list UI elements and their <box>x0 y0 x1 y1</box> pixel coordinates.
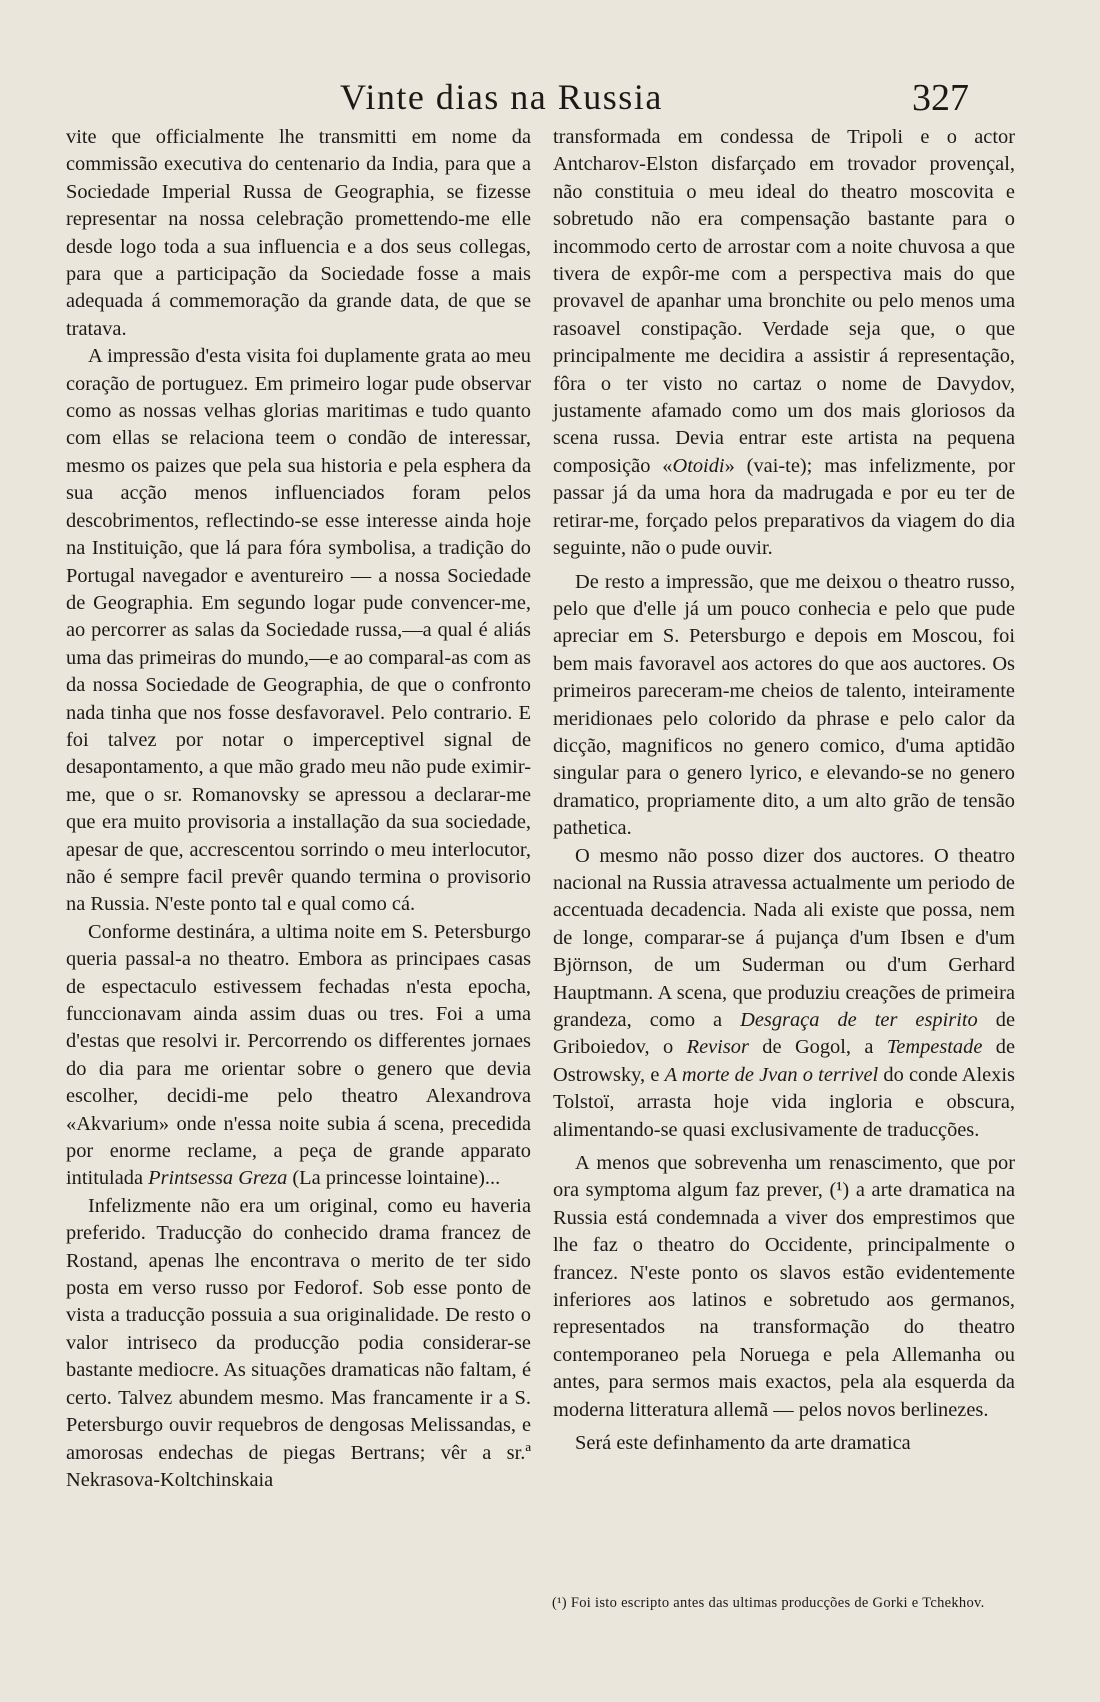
paragraph: A impressão d'esta visita foi duplamente grata ao meu coração de portuguez. Em primeiro logar pude observar como as nossas velhas glorias maritimas e tudo quanto com ellas se relaciona teem o condão de interessar, mesmo os paizes que pela sua historia e pela esphera da sua acção menos influenciados foram pelos descobrimentos, reflectindo-se esse interesse ainda hoje na Instituição, que lá para fóra symbolisa, a tradição do Portugal navegador e aventureiro — a nossa Sociedade de Geographia. Em segundo logar pude convencer-me, ao percorrer as salas da Sociedade russa,—a qual é aliás uma das primeiras do mundo,—e ao comparal-as com as da nossa Sociedade de Geographia, de que o confronto nada tinha que nos fosse desfavoravel. Pelo contrario. E foi talvez por notar o imperceptivel signal de desapontamento, a que mão grado meu não pude eximir-me, que o sr. Romanovsky se apressou a declarar-me que era muito provisoria a installação da sua sociedade, apesar de que, accrescentou sorrindo o meu interlocutor, não é sempre facil prevêr quando termina o provisorio na Russia. N'este ponto tal e qual como cá. <box>66 345 531 916</box>
play-title: Otoidi <box>672 454 725 477</box>
paragraph <box>66 919 531 1193</box>
paragraph-text: Conforme destinára, a ultima noite em S. Petersburgo queria passal-a no theatro. Embora as principaes casas de espectaculo estivessem fechadas n'esta epocha, funccionavam ainda assim duas ou tres. Foi a uma d'estas que resolvi ir. Percorrendo os differentes jornaes do dia para me orientar sobre o genero que devia escolher, decidi-me pelo theatro Alexandrova «Akvarium» onde n'essa noite subia á scena, precedida por enorme reclame, a peça de grande apparato intitulada <box>66 920 531 1190</box>
paragraph: De resto a impressão, que me deixou o theatro russo, pelo que d'elle já um pouco conhecia e pelo que pude apreciar em S. Petersburgo e depois em Moscou, foi bem mais favoravel aos actores do que aos auctores. Os primeiros pareceram-me cheios de talento, inteiramente meridionaes pelo colorido da phrase e pelo calor da dicção, magnificos no genero comico, d'uma aptidão singular para o genero lyrico, e elevando-se no genero dramatico, propriamente dito, a um alto grão de tensão pathetica. <box>553 570 1015 840</box>
paragraph-text: » (vai-te); mas infelizmente, por passar já da uma hora da madrugada e por eu ter de retirar-me, forçado pelos preparativos da viagem do dia seguinte, não o pude ouvir. <box>553 454 1015 560</box>
paragraph <box>553 124 1015 563</box>
paragraph: Será este definhamento da arte dramatica <box>575 1432 911 1455</box>
paragraph-text: de Ostrowsky, e <box>553 1036 1016 1086</box>
play-title: Printsessa Greza <box>148 1167 288 1190</box>
paragraph-text: de Gogol, a <box>748 1036 887 1059</box>
play-title: A morte de Jvan o terrivel <box>664 1063 879 1086</box>
paragraph <box>553 843 1015 1144</box>
paragraph-text: de Griboiedov, o <box>553 1009 1016 1059</box>
play-title: Desgraça de ter espirito <box>740 1009 978 1031</box>
running-title: Vinte dias na Russia <box>340 77 663 117</box>
running-head <box>0 70 1100 120</box>
right-column <box>553 124 1015 1458</box>
left-column <box>66 124 531 1494</box>
page-number: 327 <box>912 77 969 119</box>
play-title: Tempestade <box>886 1036 983 1059</box>
paragraph-text: ) a arte dramatica na Russia está condemnada a viver dos emprestimos que lhe faz o theatro do Occidente, principalmente o francez. N'este ponto os slavos estão evidentemente inferiores aos latinos e sobretudo aos germanos, representados na transformação do theatro contemporaneo pela Noruega e pela Allemanha ou antes, para sermos mais exactos, pela ala esquerda da moderna litteratura allemã — pelos novos berlinezes. <box>553 1179 1015 1421</box>
paragraph <box>553 1150 1015 1424</box>
footnote: (¹) Foi isto escripto antes das ultimas producções de Gorki e Tchekhov. <box>552 1595 985 1611</box>
paragraph: vite que officialmente lhe transmitti em nome da commissão executiva do centenario da India, para que a Sociedade Imperial Russa de Geographia, se fizesse representar na nossa celebração promettendo-me elle desde logo toda a sua influencia e a dos seus collegas, para que a participação da Sociedade fosse a mais adequada á commemoração da grande data, de que se tratava. <box>66 126 531 340</box>
play-title: Revisor <box>686 1036 749 1059</box>
paragraph-text: O mesmo não posso dizer dos auctores. O theatro nacional na Russia atravessa actualmente um periodo de accentuada decadencia. Nada ali existe que possa, nem de longe, comparar-se á pujança d'um Ibsen e d'um Björnson, de um Suderman ou d'um Gerhard Hauptmann. A scena, que produziu creações de primeira grandeza, como a <box>553 844 1015 1031</box>
paragraph: Infelizmente não era um original, como eu haveria preferido. Traducção do conhecido drama francez de Rostand, apenas lhe encontrava o merito de ter sido posta em verso russo por Fedorof. Sob esse ponto de vista a traducção possuia a sua originalidade. De resto o valor intriseco da producção podia considerar-se bastante mediocre. As situações dramaticas não faltam, é certo. Talvez abundem mesmo. Mas francamente ir a S. Petersburgo ouvir requebros de dengosas Melissandas, e amorosas endechas de piegas Bertrans; vêr a sr.ª Nekrasova-Koltchinskaia <box>66 1194 531 1491</box>
paragraph-text: A menos que sobrevenha um renascimento, que por ora symptoma algum faz prever, ( <box>553 1152 1015 1202</box>
paragraph-text: do conde Alexis Tolstoï, arrasta hoje vida ingloria e obscura, alimentando-se quasi exclusivamente de traducções. <box>553 1063 1015 1141</box>
footnote-reference: ¹ <box>836 1179 843 1202</box>
paragraph-text: transformada em condessa de Tripoli e o actor Antcharov-Elston disfarçado em trovador provençal, não constituia o meu ideal do theatro moscovita e sobretudo não era compensação bastante para o incommodo certo de arrostar com a noite chuvosa a que tivera de expôr-me com a perspectiva mais do que provavel de apanhar uma bronchite ou pelo menos uma rasoavel constipação. Verdade seja que, o que principalmente me decidira a assistir á representação, fôra o ter visto no cartaz o nome de Davydov, justamente afamado como um dos mais gloriosos da scena russa. Devia entrar este artista na pequena composição « <box>553 126 1015 477</box>
paragraph-text: (La princesse lointaine)... <box>287 1167 501 1190</box>
